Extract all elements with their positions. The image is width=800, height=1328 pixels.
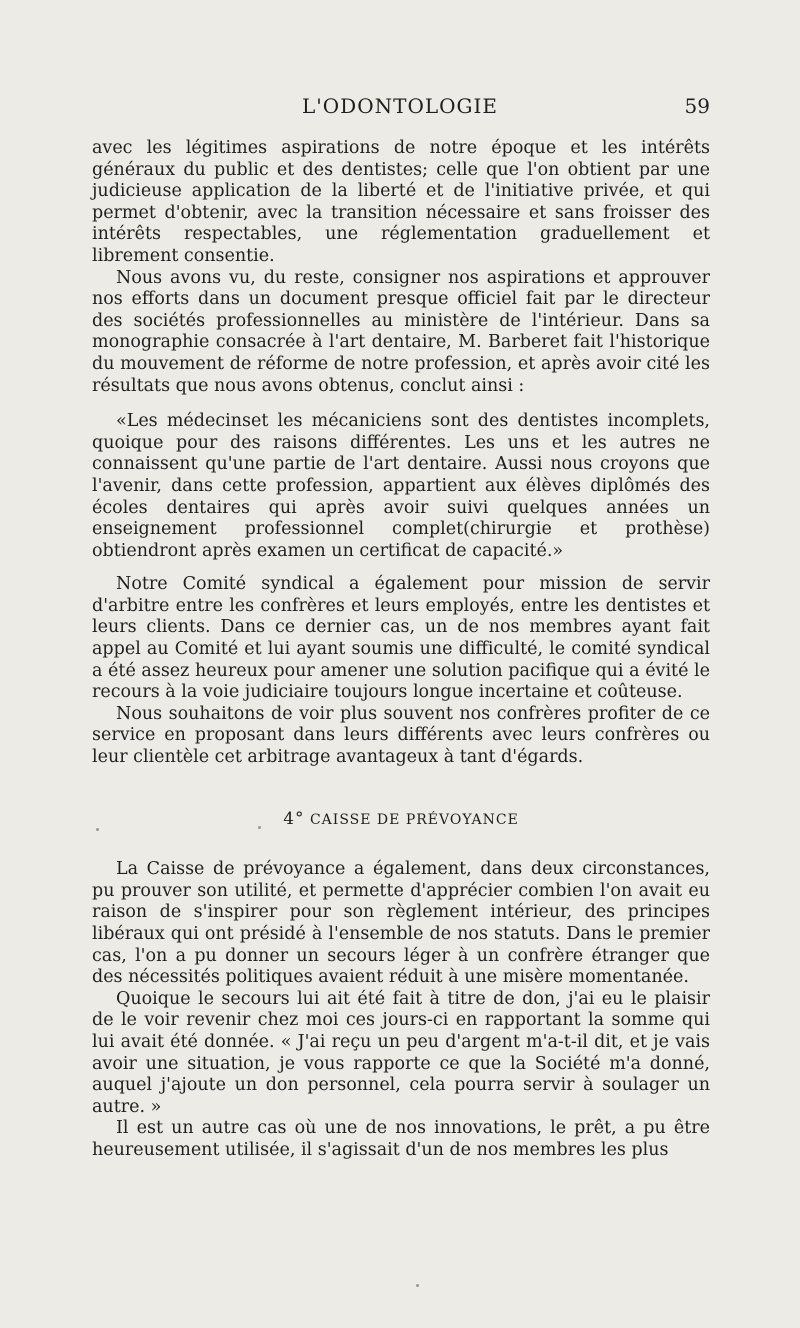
paragraph-6: La Caisse de prévoyance a également, dans deux circonstances, pu prouver son utilité, et permette d'apprécier combien l'on avait eu raison de s'inspirer pour son règlement intérieur, des principes libéraux qui ont présidé à l'ensemble de nos statuts. Dans le premier cas, l'on a pu donner un secours léger à un confrère étranger que des nécessités politiques avaient réduit à une misère momentanée.: [92, 859, 710, 988]
running-title: L'ODONTOLOGIE: [302, 94, 498, 118]
body-text: [92, 138, 710, 1162]
paragraph-8: Il est un autre cas où une de nos innovations, le prêt, a pu être heureusement utilisée, il s'agissait d'un de nos membres les plus: [92, 1118, 710, 1160]
paragraph-5: Nous souhaitons de voir plus souvent nos confrères profiter de ce service en proposant dans leurs différents avec leurs confrères ou leur clientèle cet arbitrage avantageux à tant d'égards.: [92, 703, 710, 768]
paper-speck: [96, 828, 99, 831]
paragraph-2: Nous avons vu, du reste, consigner nos aspirations et approuver nos efforts dans un document presque officiel fait par le directeur des sociétés professionnelles au ministère de l'intérieur. Dans sa monographie consacrée à l'art dentaire, M. Barberet fait l'historique du mouvement de réforme de notre profession, et après avoir cité les résultats que nous avons obtenus, conclut ainsi :: [92, 267, 710, 396]
section-number: 4°: [283, 808, 305, 829]
section-heading: [92, 809, 710, 832]
page-number: 59: [684, 94, 710, 118]
paragraph-4: Notre Comité syndical a également pour mission de servir d'arbitre entre les confrères et leurs employés, entre les dentistes et leurs clients. Dans ce dernier cas, un de nos membres ayant fait appel au Comité et lui ayant soumis une difficulté, le comité syndical a été assez heureux pour amener une solution pacifique qui a évité le recours à la voie judiciaire toujours longue incertaine et coûteuse.: [92, 574, 710, 703]
page-header: [90, 94, 710, 120]
paper-speck: [258, 826, 261, 829]
paragraph-1: avec les légitimes aspirations de notre époque et les intérêts généraux du public et des dentistes; celle que l'on obtient par une judicieuse application de la liberté et de l'initiative privée, et qui permet d'obtenir, avec la transition nécessaire et sans froisser des intérêts respectables, une réglementation graduellement et librement consentie.: [92, 138, 710, 266]
paper-speck: [416, 1284, 419, 1287]
paragraph-7: Quoique le secours lui ait été fait à titre de don, j'ai eu le plaisir de le voir revenir chez moi ces jours-ci en rapportant la somme qui lui avait été donnée. « J'ai reçu un peu d'argent m'a-t-il dit, et je vais avoir une situation, je vous rapporte ce que la Société m'a donné, auquel j'ajoute un don personnel, cela pourra servir à soulager un autre. »: [92, 988, 710, 1117]
section-title: CAISSE DE PRÉVOYANCE: [309, 811, 519, 828]
quotation-paragraph: «Les médecinset les mécaniciens sont des dentistes incomplets, quoique pour des raisons différentes. Les uns et les autres ne connaissent qu'une partie de l'art dentaire. Aussi nous croyons que l'avenir, dans cette profession, appartient aux élèves diplômés des écoles dentaires qui après avoir suivi quelques années un enseignement professionnel complet(chirurgie et prothèse) obtiendront après examen un certificat de capacité.»: [92, 411, 710, 561]
